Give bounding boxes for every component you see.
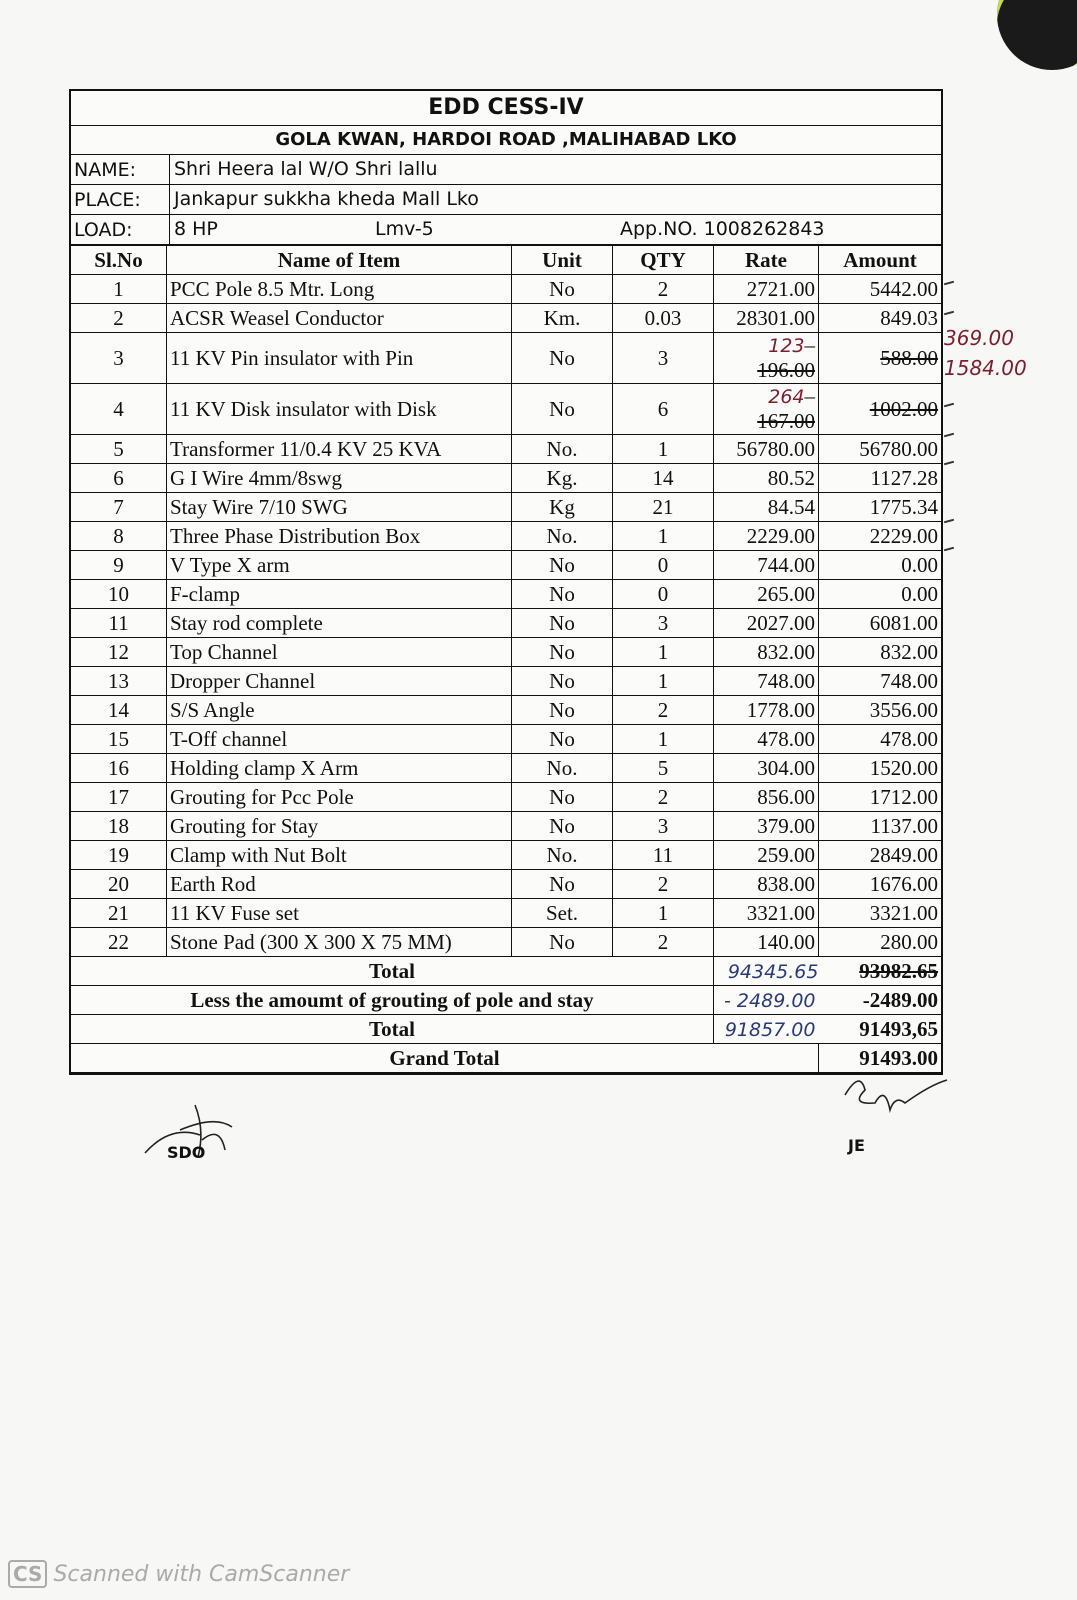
row-qty: 11 bbox=[613, 841, 714, 870]
total-handwritten: 94345.65 bbox=[727, 960, 819, 983]
row-amount: 832.00 bbox=[819, 638, 942, 667]
tick-mark bbox=[944, 403, 954, 408]
row-unit: No bbox=[512, 551, 613, 580]
col-header-rate: Rate bbox=[714, 246, 819, 275]
table-row bbox=[71, 667, 941, 696]
col-header-item: Name of Item bbox=[167, 246, 512, 275]
row-item-name: 11 KV Disk insulator with Disk bbox=[167, 384, 512, 435]
table-row bbox=[71, 870, 941, 899]
row-slno: 21 bbox=[71, 899, 167, 928]
row-unit: No bbox=[512, 333, 613, 384]
row-rate: 2027.00 bbox=[714, 609, 819, 638]
row-unit: No bbox=[512, 384, 613, 435]
row-qty: 1 bbox=[613, 638, 714, 667]
grand-total-row bbox=[71, 1044, 941, 1073]
row-unit: Km. bbox=[512, 304, 613, 333]
row-qty: 0 bbox=[613, 551, 714, 580]
row-qty: 2 bbox=[613, 928, 714, 957]
place-label: PLACE: bbox=[71, 185, 170, 214]
row-slno: 10 bbox=[71, 580, 167, 609]
row-item-name: S/S Angle bbox=[167, 696, 512, 725]
row-slno: 4 bbox=[71, 384, 167, 435]
row-rate: 28301.00 bbox=[714, 304, 819, 333]
estimate-sheet bbox=[69, 89, 943, 1075]
row-unit: No bbox=[512, 580, 613, 609]
row-item-name: 11 KV Pin insulator with Pin bbox=[167, 333, 512, 384]
total2-value: 91493,65 bbox=[819, 1015, 942, 1044]
row-amount: 478.00 bbox=[819, 725, 942, 754]
photo-corner-object bbox=[997, 0, 1077, 70]
row-rate: 259.00 bbox=[714, 841, 819, 870]
row-rate: 748.00 bbox=[714, 667, 819, 696]
row-item-name: G I Wire 4mm/8swg bbox=[167, 464, 512, 493]
row-slno: 14 bbox=[71, 696, 167, 725]
row-item-name: Clamp with Nut Bolt bbox=[167, 841, 512, 870]
watermark-text: Scanned with CamScanner bbox=[53, 1561, 350, 1587]
margin-note-row3: 369.00 bbox=[944, 326, 1014, 350]
rate-correction-note: 264 bbox=[768, 386, 805, 408]
row-amount: 588.00 bbox=[880, 345, 938, 370]
row-amount: 1712.00 bbox=[819, 783, 942, 812]
camscanner-logo: CS bbox=[8, 1560, 47, 1588]
row-amount: 6081.00 bbox=[819, 609, 942, 638]
row-rate: 3321.00 bbox=[714, 899, 819, 928]
office-address: GOLA KWAN, HARDOI ROAD ,MALIHABAD LKO bbox=[71, 126, 941, 155]
load-cell bbox=[170, 215, 941, 244]
total-label: Total bbox=[71, 957, 714, 986]
row-slno: 6 bbox=[71, 464, 167, 493]
row-unit: No bbox=[512, 609, 613, 638]
table-row bbox=[71, 899, 941, 928]
grand-total-value: 91493.00 bbox=[819, 1044, 942, 1073]
table-row bbox=[71, 783, 941, 812]
row-qty: 0.03 bbox=[613, 304, 714, 333]
name-value: Shri Heera lal W/O Shri lallu bbox=[174, 158, 438, 180]
row-qty: 1 bbox=[613, 667, 714, 696]
row-item-name: Transformer 11/0.4 KV 25 KVA bbox=[167, 435, 512, 464]
row-item-name: T-Off channel bbox=[167, 725, 512, 754]
row-item-name: Dropper Channel bbox=[167, 667, 512, 696]
row-rate: 856.00 bbox=[714, 783, 819, 812]
row-qty: 1 bbox=[613, 725, 714, 754]
row-rate: 56780.00 bbox=[714, 435, 819, 464]
tick-mark bbox=[944, 519, 954, 524]
table-row bbox=[71, 464, 941, 493]
row-rate: 304.00 bbox=[714, 754, 819, 783]
row-rate: 838.00 bbox=[714, 870, 819, 899]
table-row bbox=[71, 304, 941, 333]
row-slno: 20 bbox=[71, 870, 167, 899]
row-rate: 2721.00 bbox=[714, 275, 819, 304]
total-value: 93982.65 bbox=[819, 957, 942, 986]
row-qty: 1 bbox=[613, 522, 714, 551]
load-value: 8 HP bbox=[174, 218, 218, 240]
tick-mark bbox=[944, 547, 954, 552]
row-qty: 1 bbox=[613, 435, 714, 464]
row-slno: 13 bbox=[71, 667, 167, 696]
row-item-name: Grouting for Stay bbox=[167, 812, 512, 841]
row-item-name: PCC Pole 8.5 Mtr. Long bbox=[167, 275, 512, 304]
row-qty: 3 bbox=[613, 333, 714, 384]
load-category: Lmv-5 bbox=[375, 218, 434, 240]
total-row bbox=[71, 957, 941, 986]
row-amount: 1137.00 bbox=[819, 812, 942, 841]
row-amount: 1520.00 bbox=[819, 754, 942, 783]
row-unit: No. bbox=[512, 841, 613, 870]
row-slno: 18 bbox=[71, 812, 167, 841]
table-row: 3 11 KV Pin insulator with Pin No 3 123–196.00 588.00 bbox=[71, 333, 941, 384]
row-item-name: Grouting for Pcc Pole bbox=[167, 783, 512, 812]
row-amount: 0.00 bbox=[819, 580, 942, 609]
row-slno: 22 bbox=[71, 928, 167, 957]
row-qty: 0 bbox=[613, 580, 714, 609]
row-item-name: Stay Wire 7/10 SWG bbox=[167, 493, 512, 522]
row-item-name: Holding clamp X Arm bbox=[167, 754, 512, 783]
items-table bbox=[71, 245, 941, 1073]
table-row bbox=[71, 609, 941, 638]
row-amount: 5442.00 bbox=[819, 275, 942, 304]
row-item-name: Stone Pad (300 X 300 X 75 MM) bbox=[167, 928, 512, 957]
less-handwritten: - 2489.00 bbox=[724, 989, 816, 1012]
row-item-name: ACSR Weasel Conductor bbox=[167, 304, 512, 333]
row-amount: 280.00 bbox=[819, 928, 942, 957]
row-qty: 1 bbox=[613, 899, 714, 928]
row-unit: No. bbox=[512, 435, 613, 464]
row-unit: No. bbox=[512, 754, 613, 783]
col-header-qty: QTY bbox=[613, 246, 714, 275]
table-row bbox=[71, 696, 941, 725]
application-number: App.NO. 1008262843 bbox=[620, 218, 825, 240]
row-qty: 2 bbox=[613, 696, 714, 725]
table-row bbox=[71, 493, 941, 522]
row-slno: 3 bbox=[71, 333, 167, 384]
row-rate: 478.00 bbox=[714, 725, 819, 754]
table-row bbox=[71, 580, 941, 609]
row-amount: 1002.00 bbox=[869, 396, 938, 421]
row-qty: 3 bbox=[613, 812, 714, 841]
row-item-name: Stay rod complete bbox=[167, 609, 512, 638]
tick-mark bbox=[944, 433, 954, 438]
margin-note-row4: 1584.00 bbox=[944, 356, 1027, 380]
table-row bbox=[71, 812, 941, 841]
row-unit: No. bbox=[512, 522, 613, 551]
less-row bbox=[71, 986, 941, 1015]
load-label: LOAD: bbox=[71, 215, 170, 244]
row-unit: No bbox=[512, 667, 613, 696]
table-row: 4 11 KV Disk insulator with Disk No 6 264–167.00 1002.00 bbox=[71, 384, 941, 435]
row-amount: 3321.00 bbox=[819, 899, 942, 928]
col-header-amount: Amount bbox=[819, 246, 942, 275]
row-unit: No bbox=[512, 725, 613, 754]
col-header-slno: Sl.No bbox=[71, 246, 167, 275]
row-unit: No bbox=[512, 812, 613, 841]
row-slno: 9 bbox=[71, 551, 167, 580]
row-unit: No bbox=[512, 275, 613, 304]
row-rate: 196.00 bbox=[757, 358, 815, 382]
row-unit: Set. bbox=[512, 899, 613, 928]
row-slno: 12 bbox=[71, 638, 167, 667]
table-row bbox=[71, 275, 941, 304]
table-row bbox=[71, 754, 941, 783]
row-qty: 21 bbox=[613, 493, 714, 522]
row-unit: No bbox=[512, 696, 613, 725]
row-unit: No bbox=[512, 928, 613, 957]
sdo-label: SDO bbox=[167, 1143, 206, 1162]
je-label: JE bbox=[848, 1136, 865, 1155]
row-qty: 2 bbox=[613, 275, 714, 304]
row-item-name: F-clamp bbox=[167, 580, 512, 609]
row-item-name: Three Phase Distribution Box bbox=[167, 522, 512, 551]
grand-total-label: Grand Total bbox=[71, 1044, 819, 1073]
row-rate: 832.00 bbox=[714, 638, 819, 667]
row-slno: 8 bbox=[71, 522, 167, 551]
row-amount: 0.00 bbox=[819, 551, 942, 580]
row-qty: 2 bbox=[613, 783, 714, 812]
row-rate: 379.00 bbox=[714, 812, 819, 841]
table-header-row bbox=[71, 246, 941, 275]
tick-mark bbox=[944, 311, 954, 316]
place-value: Jankapur sukkha kheda Mall Lko bbox=[174, 188, 479, 210]
table-row bbox=[71, 522, 941, 551]
table-row bbox=[71, 638, 941, 667]
row-amount: 1775.34 bbox=[819, 493, 942, 522]
row-amount: 748.00 bbox=[819, 667, 942, 696]
row-slno: 17 bbox=[71, 783, 167, 812]
row-slno: 11 bbox=[71, 609, 167, 638]
table-row bbox=[71, 928, 941, 957]
row-item-name: Top Channel bbox=[167, 638, 512, 667]
name-label: NAME: bbox=[71, 155, 170, 184]
load-row bbox=[71, 215, 941, 245]
less-value: -2489.00 bbox=[819, 986, 942, 1015]
row-qty: 3 bbox=[613, 609, 714, 638]
row-amount: 56780.00 bbox=[819, 435, 942, 464]
total2-row bbox=[71, 1015, 941, 1044]
row-qty: 5 bbox=[613, 754, 714, 783]
row-slno: 5 bbox=[71, 435, 167, 464]
row-qty: 2 bbox=[613, 870, 714, 899]
place-row bbox=[71, 185, 941, 215]
table-row bbox=[71, 435, 941, 464]
tick-mark bbox=[944, 461, 954, 466]
scanner-watermark bbox=[8, 1560, 349, 1588]
row-rate: 140.00 bbox=[714, 928, 819, 957]
je-signature bbox=[835, 1065, 955, 1125]
row-rate: 1778.00 bbox=[714, 696, 819, 725]
row-unit: Kg. bbox=[512, 464, 613, 493]
row-amount: 2229.00 bbox=[819, 522, 942, 551]
table-row bbox=[71, 725, 941, 754]
row-rate: 265.00 bbox=[714, 580, 819, 609]
row-item-name: V Type X arm bbox=[167, 551, 512, 580]
row-rate: 2229.00 bbox=[714, 522, 819, 551]
rate-correction-note: 123 bbox=[768, 335, 805, 357]
total2-handwritten: 91857.00 bbox=[724, 1018, 816, 1041]
row-amount: 3556.00 bbox=[819, 696, 942, 725]
row-slno: 16 bbox=[71, 754, 167, 783]
row-qty: 6 bbox=[613, 384, 714, 435]
name-row bbox=[71, 155, 941, 185]
row-amount: 1127.28 bbox=[819, 464, 942, 493]
row-rate: 80.52 bbox=[714, 464, 819, 493]
tick-mark bbox=[944, 281, 954, 286]
row-slno: 7 bbox=[71, 493, 167, 522]
document-title: EDD CESS-IV bbox=[71, 91, 941, 126]
table-row bbox=[71, 551, 941, 580]
row-rate: 84.54 bbox=[714, 493, 819, 522]
row-rate: 744.00 bbox=[714, 551, 819, 580]
row-slno: 2 bbox=[71, 304, 167, 333]
row-rate: 167.00 bbox=[757, 409, 815, 433]
total2-label: Total bbox=[71, 1015, 714, 1044]
table-row bbox=[71, 841, 941, 870]
row-amount: 1676.00 bbox=[819, 870, 942, 899]
row-unit: Kg bbox=[512, 493, 613, 522]
row-item-name: 11 KV Fuse set bbox=[167, 899, 512, 928]
row-unit: No bbox=[512, 638, 613, 667]
row-unit: No bbox=[512, 870, 613, 899]
col-header-unit: Unit bbox=[512, 246, 613, 275]
row-qty: 14 bbox=[613, 464, 714, 493]
less-label: Less the amoumt of grouting of pole and stay bbox=[71, 986, 714, 1015]
row-slno: 15 bbox=[71, 725, 167, 754]
row-slno: 19 bbox=[71, 841, 167, 870]
row-unit: No bbox=[512, 783, 613, 812]
row-item-name: Earth Rod bbox=[167, 870, 512, 899]
row-amount: 849.03 bbox=[819, 304, 942, 333]
row-slno: 1 bbox=[71, 275, 167, 304]
row-amount: 2849.00 bbox=[819, 841, 942, 870]
